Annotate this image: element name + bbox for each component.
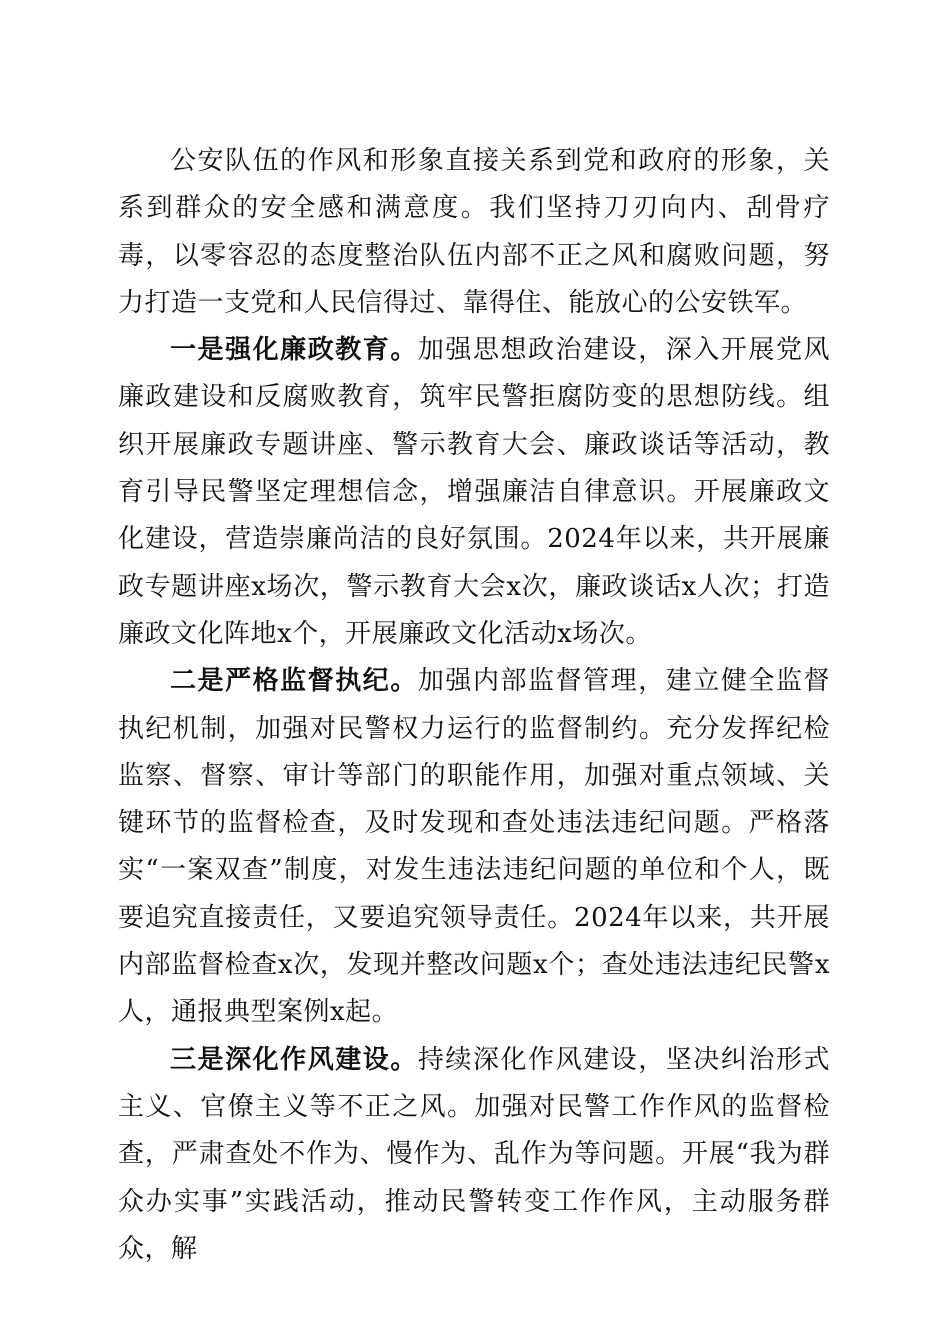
paragraph-intro (118, 138, 830, 327)
document-body (118, 138, 830, 1273)
paragraph-text: 加强内部监督管理，建立健全监督执纪机制，加强对民警权力运行的监督制约。充分发挥纪检监察、督察、审计等部门的职能作用，加强对重点领域、关键环节的监督检查，及时发现和查处违法违纪问题。严格落实“一案双查”制度，对发生违法违纪问题的单位和个人，既要追究直接责任，又要追究领导责任。2024年以来，共开展内部监督检查x次，发现并整改问题x个；查处违法违纪民警x人，通报典型案例x起。 (118, 666, 830, 1028)
paragraph-clean-government-education (118, 327, 830, 658)
paragraph-text: 加强思想政治建设，深入开展党风廉政建设和反腐败教育，筑牢民警拒腐防变的思想防线。组织开展廉政专题讲座、警示教育大会、廉政谈话等活动，教育引导民警坚定理想信念，增强廉洁自律意识。开展廉政文化建设，营造崇廉尚洁的良好氛围。2024年以来，共开展廉政专题讲座x场次，警示教育大会x次，廉政谈话x人次；打造廉政文化阵地x个，开展廉政文化活动x场次。 (118, 335, 830, 649)
paragraph-heading: 一是强化廉政教育。 (170, 335, 418, 366)
paragraph-heading: 三是深化作风建设。 (170, 1044, 418, 1075)
paragraph-work-style (118, 1037, 830, 1273)
paragraph-heading: 二是严格监督执纪。 (170, 666, 418, 697)
paragraph-supervision-discipline (118, 658, 830, 1036)
paragraph-text: 持续深化作风建设，坚决纠治形式主义、官僚主义等不正之风。加强对民警工作作风的监督检查，严肃查处不作为、慢作为、乱作为等问题。开展“我为群众办实事”实践活动，推动民警转变工作作风，主动服务群众，解 (118, 1044, 830, 1264)
paragraph-intro-text: 公安队伍的作风和形象直接关系到党和政府的形象，关系到群众的安全感和满意度。我们坚持刀刃向内、刮骨疗毒，以零容忍的态度整治队伍内部不正之风和腐败问题，努力打造一支党和人民信得过、靠得住、能放心的公安铁军。 (118, 146, 830, 318)
